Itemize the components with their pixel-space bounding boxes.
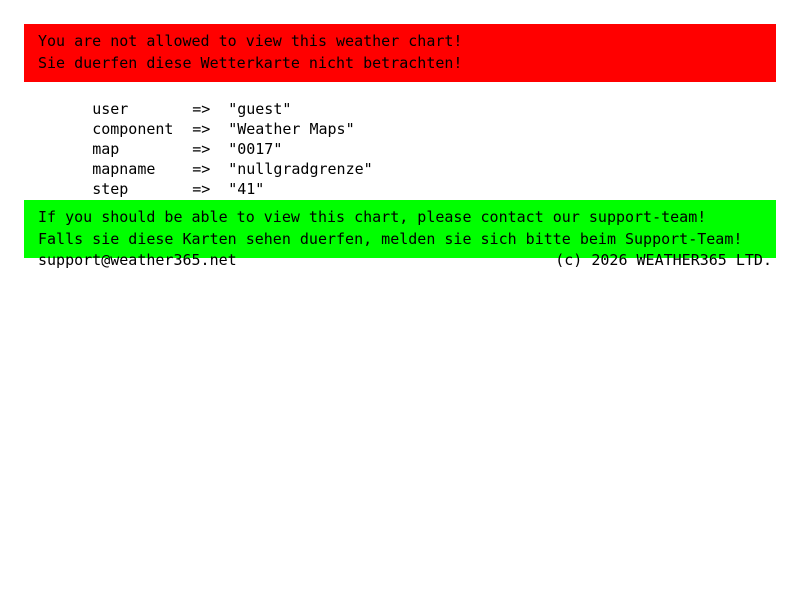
- error-banner-line-de: Sie duerfen diese Wetterkarte nicht betrachten!: [38, 54, 463, 72]
- error-banner-line-en: You are not allowed to view this weather chart!: [38, 32, 463, 50]
- field-key-component: component: [92, 120, 174, 138]
- field-key-mapname: mapname: [92, 160, 156, 178]
- field-row: [38, 79, 373, 118]
- field-key-step: step: [92, 180, 129, 198]
- field-key-user: user: [92, 100, 129, 118]
- field-arrow: =>: [192, 140, 211, 158]
- field-arrow: =>: [192, 180, 211, 198]
- info-banner-line-de: Falls sie diese Karten sehen duerfen, melden sie sich bitte beim Support-Team!: [38, 230, 743, 248]
- footer: [38, 250, 772, 270]
- info-banner-line-en: If you should be able to view this chart, please contact our support-team!: [38, 208, 707, 226]
- field-arrow: =>: [192, 160, 211, 178]
- error-banner: [24, 24, 776, 82]
- field-key-map: map: [92, 140, 120, 158]
- request-details-list: [38, 79, 373, 198]
- field-value-user: "guest": [228, 100, 292, 118]
- field-arrow: =>: [192, 120, 211, 138]
- field-arrow: =>: [192, 100, 211, 118]
- support-email-link[interactable]: support@weather365.net: [38, 251, 237, 269]
- field-value-map: "0017": [228, 140, 283, 158]
- field-value-mapname: "nullgradgrenze": [228, 160, 373, 178]
- field-value-component: "Weather Maps": [228, 120, 355, 138]
- field-value-step: "41": [228, 180, 265, 198]
- copyright-text: (c) 2026 WEATHER365 LTD.: [555, 251, 772, 269]
